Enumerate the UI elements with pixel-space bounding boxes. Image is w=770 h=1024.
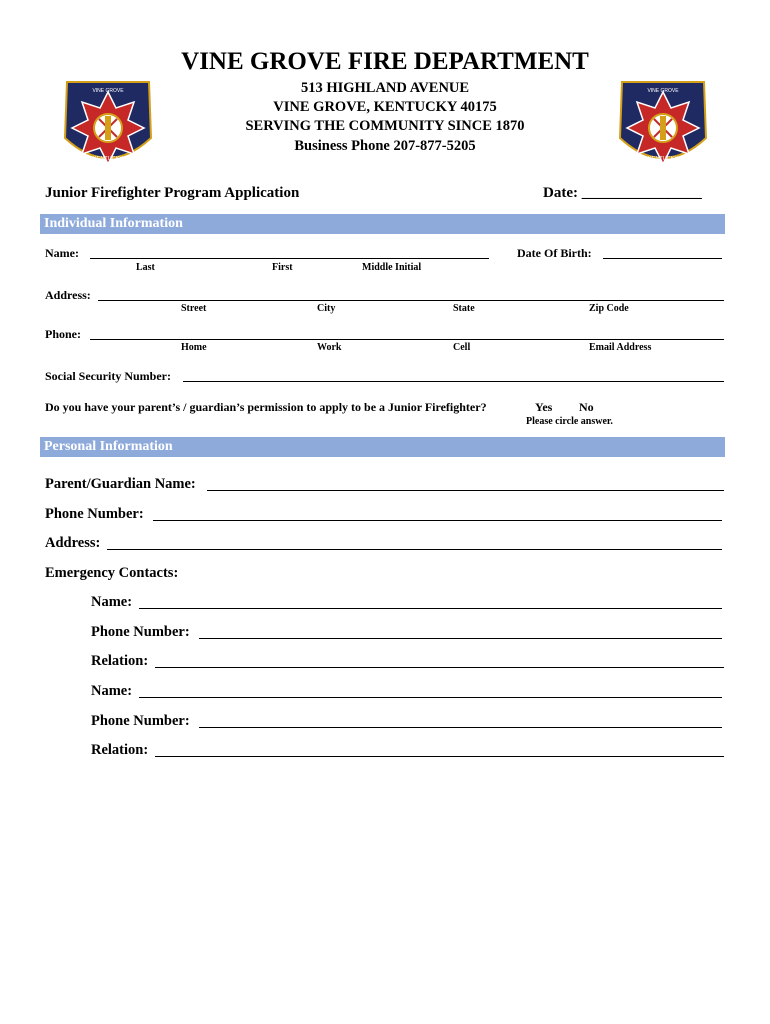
phone-label: Phone: <box>45 327 81 341</box>
contact-2-name-field[interactable] <box>139 697 722 698</box>
contact-2-phone-field[interactable] <box>199 727 722 728</box>
section-personal-information: Personal Information <box>40 437 725 457</box>
guardian-address-label: Address: <box>45 535 101 551</box>
contact-1-phone-label: Phone Number: <box>91 624 190 640</box>
contact-2-name-label: Name: <box>91 683 133 699</box>
svg-text:KENTUCKY: KENTUCKY <box>93 156 123 162</box>
name-sub-last: Last <box>136 262 155 273</box>
contact-2-relation-field[interactable] <box>155 756 724 757</box>
phone-sub-home: Home <box>181 342 207 353</box>
fire-department-logo-right <box>616 78 710 176</box>
phone-sub-work: Work <box>317 342 342 353</box>
svg-text:JUNIOR FIREFIGHTER: JUNIOR FIREFIGHTER <box>84 164 132 169</box>
guardian-name-field[interactable] <box>207 490 724 491</box>
phone-sub-email: Email Address <box>589 342 652 353</box>
address-label: Address: <box>45 288 91 302</box>
contact-2-relation-label: Relation: <box>91 742 149 758</box>
dob-field[interactable] <box>603 258 722 259</box>
svg-text:VINE GROVE: VINE GROVE <box>647 88 679 94</box>
contact-1-relation-field[interactable] <box>155 667 724 668</box>
section-individual-information: Individual Information <box>40 214 725 234</box>
business-phone: Business Phone 207-877-5205 <box>294 138 476 154</box>
contact-1-name-field[interactable] <box>139 608 722 609</box>
fire-department-logo-left <box>61 78 155 176</box>
name-label: Name: <box>45 246 79 260</box>
address-sub-street: Street <box>181 303 207 314</box>
permission-question: Do you have your parent’s / guardian’s permission to apply to be a Junior Firefighter? <box>45 400 487 414</box>
address-sub-state: State <box>453 303 475 314</box>
address-sub-city: City <box>317 303 336 314</box>
svg-text:KENTUCKY: KENTUCKY <box>648 156 678 162</box>
guardian-phone-label: Phone Number: <box>45 506 144 522</box>
address-field[interactable] <box>98 300 724 301</box>
emergency-contacts-label: Emergency Contacts: <box>45 565 179 581</box>
address-line-1: 513 HIGHLAND AVENUE <box>300 80 470 96</box>
svg-text:JUNIOR FIREFIGHTER: JUNIOR FIREFIGHTER <box>639 164 687 169</box>
ssn-field[interactable] <box>183 381 724 382</box>
guardian-name-label: Parent/Guardian Name: <box>45 476 196 492</box>
svg-text:VINE GROVE: VINE GROVE <box>92 88 124 94</box>
permission-yes[interactable]: Yes <box>535 400 553 414</box>
address-sub-zip: Zip Code <box>589 303 629 314</box>
name-sub-first: First <box>272 262 293 273</box>
department-title: VINE GROVE FIRE DEPARTMENT <box>181 48 589 75</box>
tagline: SERVING THE COMMUNITY SINCE 1870 <box>245 118 525 134</box>
contact-1-name-label: Name: <box>91 594 133 610</box>
application-title: Junior Firefighter Program Application <box>45 185 300 201</box>
dob-label: Date Of Birth: <box>517 246 592 260</box>
permission-no[interactable]: No <box>579 400 594 414</box>
guardian-address-field[interactable] <box>107 549 722 550</box>
contact-1-relation-label: Relation: <box>91 653 149 669</box>
phone-field[interactable] <box>90 339 724 340</box>
contact-2-phone-label: Phone Number: <box>91 713 190 729</box>
circle-answer-hint: Please circle answer. <box>526 416 613 427</box>
date-field[interactable]: Date: ________________ <box>543 185 702 201</box>
phone-sub-cell: Cell <box>453 342 471 353</box>
name-field[interactable] <box>90 258 489 259</box>
name-sub-middle-initial: Middle Initial <box>362 262 422 273</box>
address-line-2: VINE GROVE, KENTUCKY 40175 <box>273 99 497 115</box>
contact-1-phone-field[interactable] <box>199 638 722 639</box>
guardian-phone-field[interactable] <box>153 520 722 521</box>
ssn-label: Social Security Number: <box>45 369 171 383</box>
